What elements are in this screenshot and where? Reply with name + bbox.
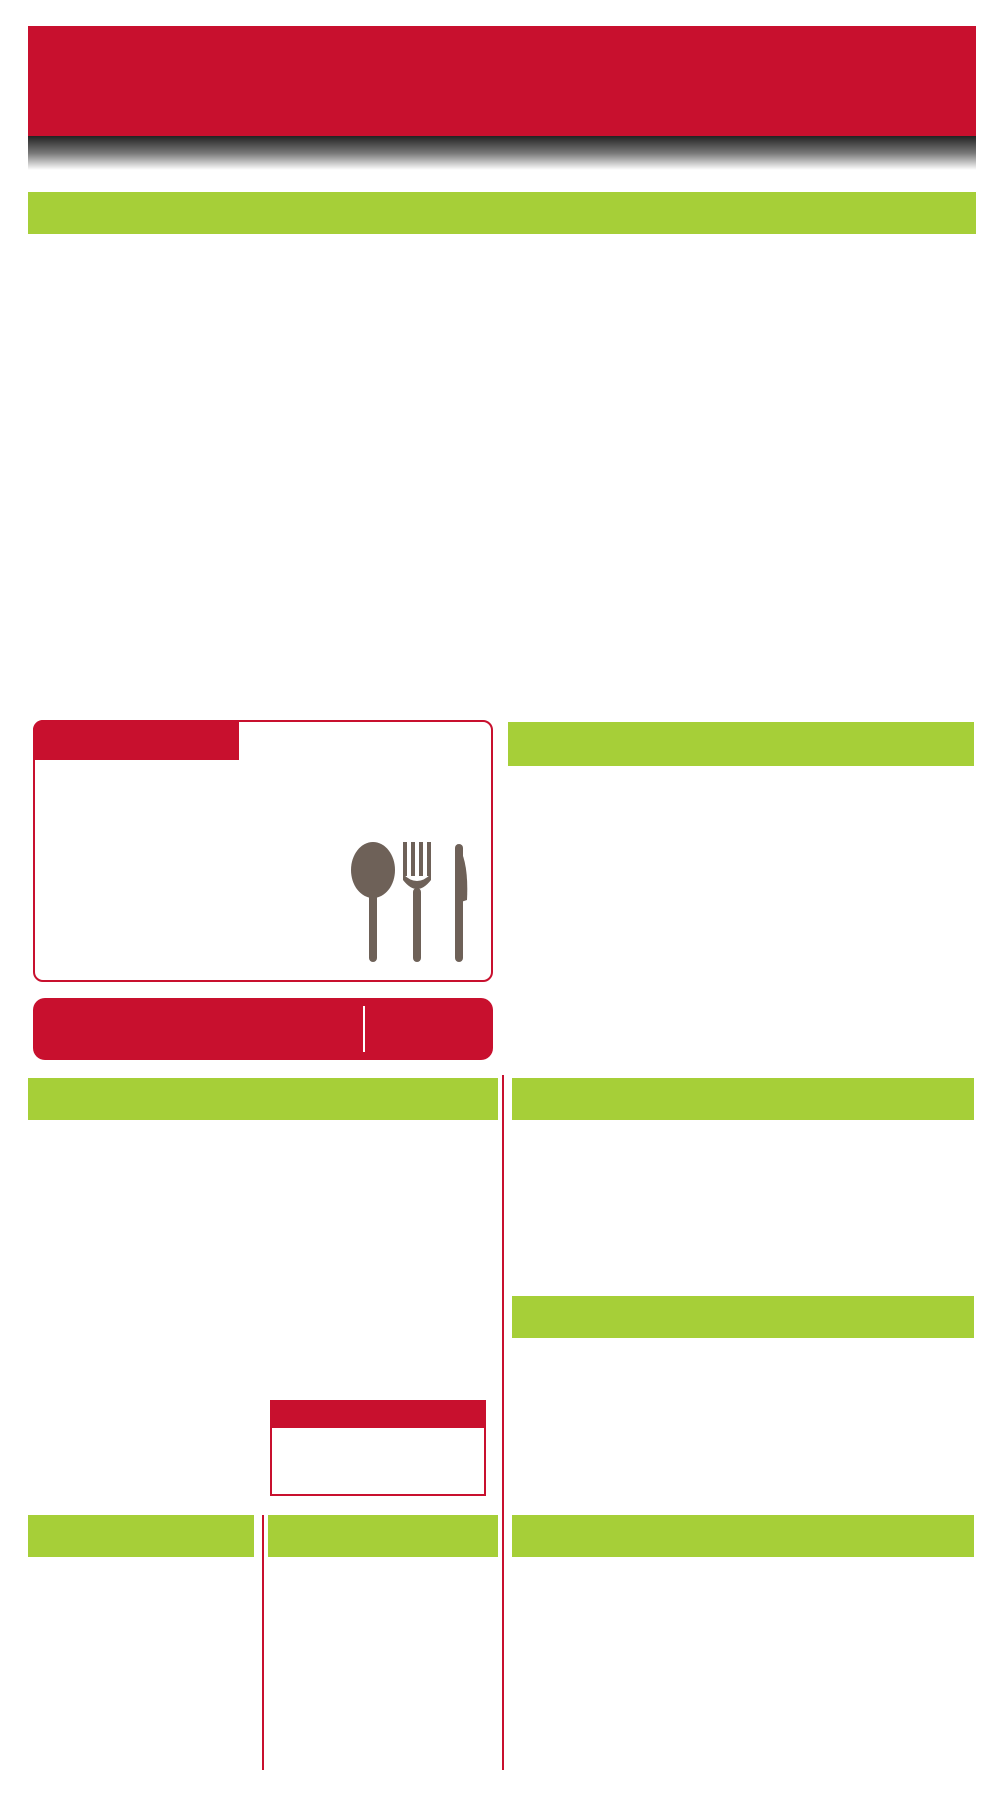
topping-box [270,1400,486,1496]
soups-divider [262,1515,264,1770]
soups-header [28,1515,254,1557]
header-banner [28,26,976,136]
pastries-header [268,1515,498,1557]
salads-header [28,1078,498,1120]
topping-title [272,1402,484,1428]
header-shadow [28,136,976,170]
sides-header [512,1296,974,1338]
vertical-divider [502,1075,504,1770]
paninis-header [508,722,974,766]
quote-divider [363,1006,365,1052]
duo-tab [33,720,239,760]
quote-box [33,998,493,1060]
duo-combo-box [33,720,493,982]
kids-header [512,1078,974,1120]
beverages-header [512,1515,974,1557]
utensils-icon [345,840,480,965]
sandwiches-header [28,192,976,234]
